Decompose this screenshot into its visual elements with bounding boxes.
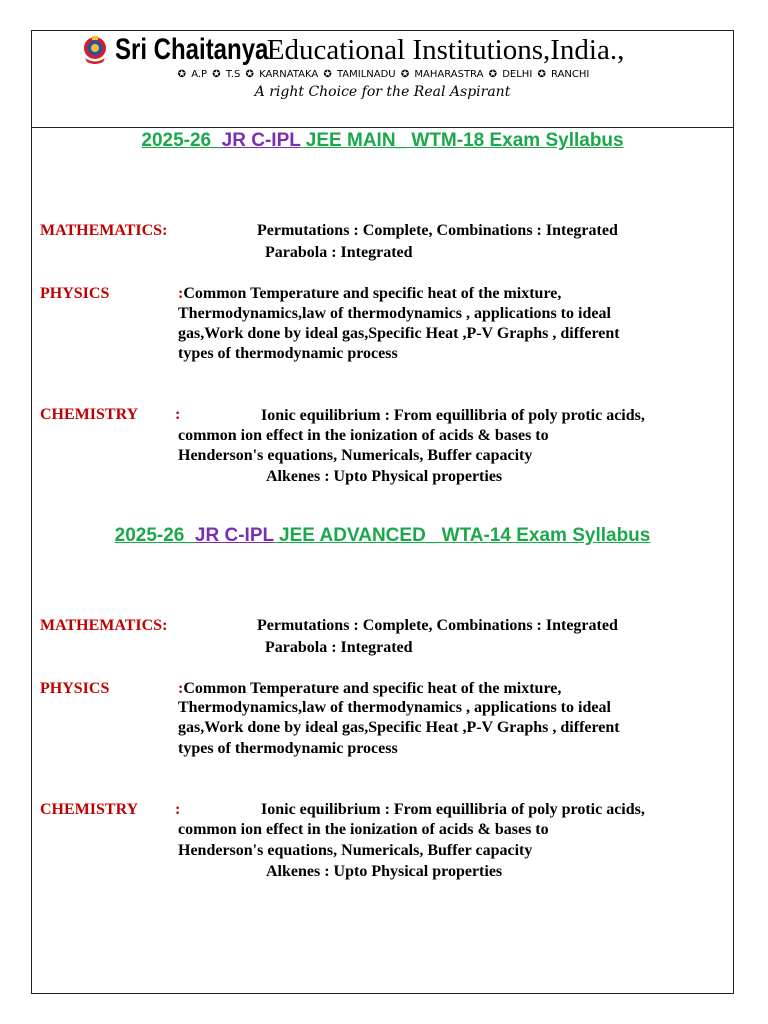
brand-subtitle: Educational Institutions,India.,	[266, 34, 625, 66]
state-item: TAMILNADU	[336, 69, 396, 80]
section-title-main	[31, 130, 734, 152]
physics-topics-line: Thermodynamics,law of thermodynamics , applications to ideal	[178, 699, 611, 716]
states-list	[31, 69, 734, 80]
tagline: A right Choice for the Real Aspirant	[254, 84, 511, 100]
title-exam: JEE ADVANCED_ WTA-14 Exam Syllabus	[273, 525, 651, 546]
physics-label: PHYSICS	[40, 285, 110, 302]
chemistry-topics-line: Henderson's equations, Numericals, Buffer capacity	[178, 842, 533, 859]
chemistry-topics-line: common ion effect in the ionization of acids & bases to	[178, 821, 549, 838]
physics-colon: :	[178, 680, 184, 697]
physics-topics-line: Thermodynamics,law of thermodynamics , applications to ideal	[178, 305, 611, 322]
state-item: T.S	[225, 69, 241, 80]
physics-topics-line: types of thermodynamic process	[178, 740, 398, 757]
chemistry-label: CHEMISTRY	[40, 406, 139, 423]
title-year: 2025-26_	[141, 130, 222, 151]
state-item: MAHARASTRA	[414, 69, 484, 80]
institution-logo-icon	[79, 34, 111, 66]
physics-label: PHYSICS	[40, 680, 110, 697]
star-icon: ✪	[177, 69, 187, 80]
chemistry-topics-line: Ionic equilibrium : From equillibria of poly protic acids,	[261, 407, 645, 424]
physics-topics-line	[178, 284, 561, 304]
header-divider	[31, 127, 734, 128]
physics-colon: :	[178, 285, 184, 302]
chemistry-topics-line: Alkenes : Upto Physical properties	[266, 468, 503, 485]
title-program: JR C-IPL	[194, 525, 274, 546]
chemistry-topics-line: common ion effect in the ionization of acids & bases to	[178, 427, 549, 444]
title-program: JR C-IPL	[221, 130, 301, 151]
physics-text: Common Temperature and specific heat of the mixture,	[183, 680, 562, 697]
math-label: MATHEMATICS:	[40, 222, 168, 239]
math-topics-line: Parabola : Integrated	[265, 639, 413, 656]
state-item: DELHI	[502, 69, 533, 80]
physics-topics-line: gas,Work done by ideal gas,Specific Heat ,P-V Graphs , different	[178, 325, 620, 342]
math-topics-line: Permutations : Complete, Combinations : Integrated	[257, 617, 618, 634]
star-icon: ✪	[323, 69, 332, 80]
chemistry-label: CHEMISTRY	[40, 801, 139, 818]
chemistry-topics-line: Henderson's equations, Numericals, Buffer capacity	[178, 447, 533, 464]
section-title-advanced	[31, 525, 734, 547]
physics-topics-line: gas,Work done by ideal gas,Specific Heat ,P-V Graphs , different	[178, 719, 620, 736]
chemistry-topics-line: Ionic equilibrium : From equillibria of poly protic acids,	[261, 801, 645, 818]
letterhead	[31, 30, 734, 127]
physics-text: Common Temperature and specific heat of the mixture,	[183, 285, 562, 302]
star-icon: ✪	[212, 69, 221, 80]
state-item: RANCHI	[551, 69, 590, 80]
brand-row	[79, 32, 624, 68]
star-icon: ✪	[400, 69, 410, 80]
state-item: A.P	[191, 69, 208, 80]
star-icon: ✪	[245, 69, 254, 80]
state-item: KARNATAKA	[259, 69, 319, 80]
physics-topics-line: types of thermodynamic process	[178, 345, 398, 362]
title-year: 2025-26_	[114, 525, 195, 546]
physics-topics-line	[178, 679, 561, 699]
chemistry-colon: :	[175, 801, 181, 818]
brand-name: Sri Chaitanya	[115, 33, 269, 66]
title-exam: JEE MAIN_ WTM-18 Exam Syllabus	[300, 130, 624, 151]
math-label: MATHEMATICS:	[40, 617, 168, 634]
star-icon: ✪	[488, 69, 498, 80]
math-topics-line: Permutations : Complete, Combinations : Integrated	[257, 222, 618, 239]
chemistry-colon: :	[175, 406, 181, 423]
star-icon: ✪	[537, 69, 546, 80]
chemistry-topics-line: Alkenes : Upto Physical properties	[266, 863, 503, 880]
math-topics-line: Parabola : Integrated	[265, 244, 413, 261]
